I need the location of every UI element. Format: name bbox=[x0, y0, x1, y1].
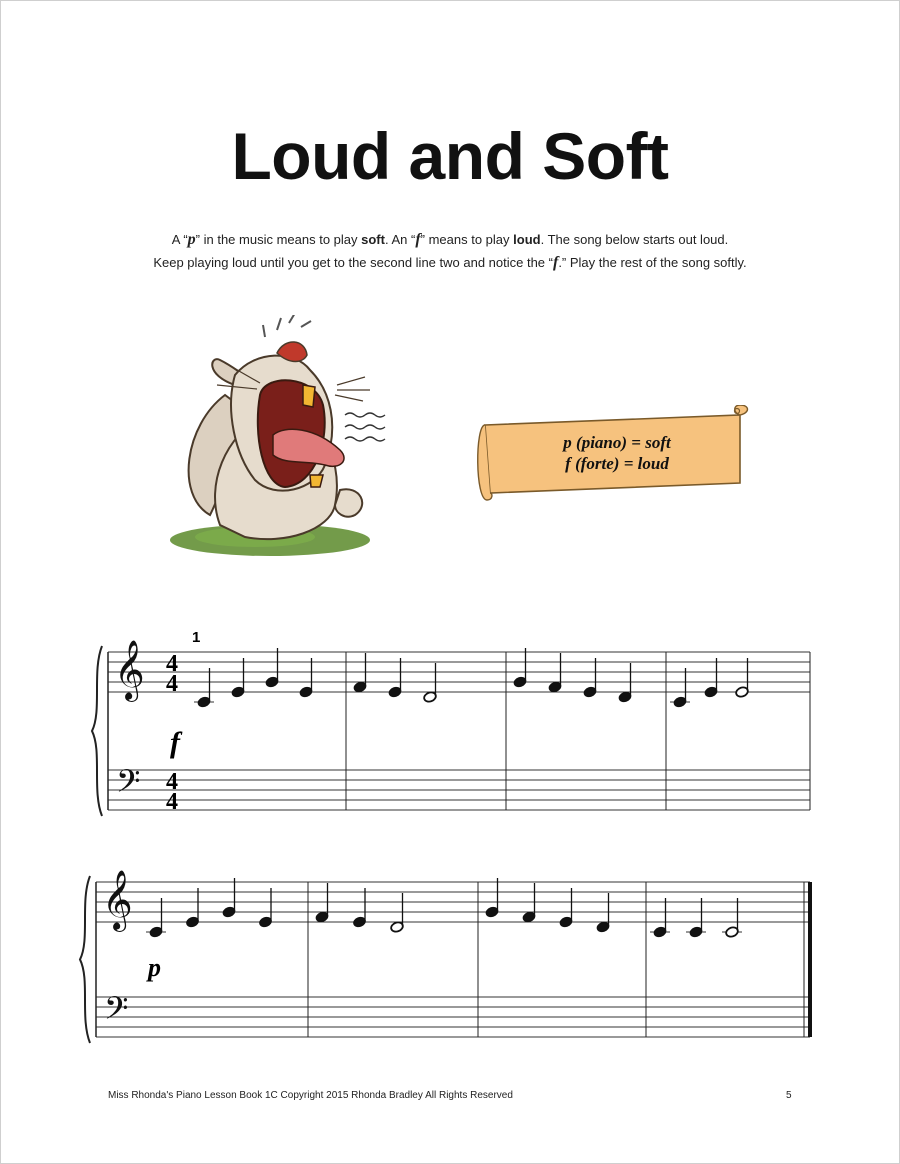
yelling-rabbit-illustration bbox=[165, 315, 395, 565]
page-title: Loud and Soft bbox=[231, 119, 669, 193]
intro-text bbox=[60, 228, 840, 274]
intro-line-1: A “p” in the music means to play soft. An “f” means to play loud. The song below starts out loud. bbox=[171, 231, 729, 248]
time-signature-bottom: 4 bbox=[166, 671, 178, 697]
grand-staff-system-1 bbox=[70, 620, 830, 830]
page-number: 5 bbox=[786, 1090, 792, 1101]
treble-clef-icon: 𝄞 bbox=[102, 870, 133, 930]
grand-staff-1 bbox=[70, 620, 830, 830]
dynamic-piano: p bbox=[148, 953, 161, 982]
time-signature-top: 4 bbox=[166, 651, 178, 677]
grand-staff-2 bbox=[70, 852, 830, 1057]
grand-staff-system-2 bbox=[70, 852, 830, 1057]
bass-time-signature-bottom: 4 bbox=[166, 789, 178, 815]
treble-clef-icon: 𝄞 bbox=[114, 640, 145, 700]
scroll-line-forte: f (forte) = loud bbox=[565, 454, 669, 473]
scroll-text bbox=[492, 432, 742, 474]
scroll-line-piano: p (piano) = soft bbox=[563, 433, 671, 452]
system-brace bbox=[92, 646, 102, 816]
system-brace bbox=[80, 876, 90, 1043]
footer-copyright: Miss Rhonda's Piano Lesson Book 1C Copyright 2015 Rhonda Bradley All Rights Reserved bbox=[108, 1090, 513, 1101]
bass-clef-icon: 𝄢 bbox=[116, 763, 141, 807]
intro-line-2: Keep playing loud until you get to the second line two and notice the “f.” Play the rest of the song softly. bbox=[153, 254, 747, 271]
bass-clef-icon: 𝄢 bbox=[104, 990, 129, 1034]
bass-time-signature-top: 4 bbox=[166, 769, 178, 795]
dynamic-forte: f bbox=[170, 726, 180, 759]
measure-number: 1 bbox=[192, 629, 201, 646]
